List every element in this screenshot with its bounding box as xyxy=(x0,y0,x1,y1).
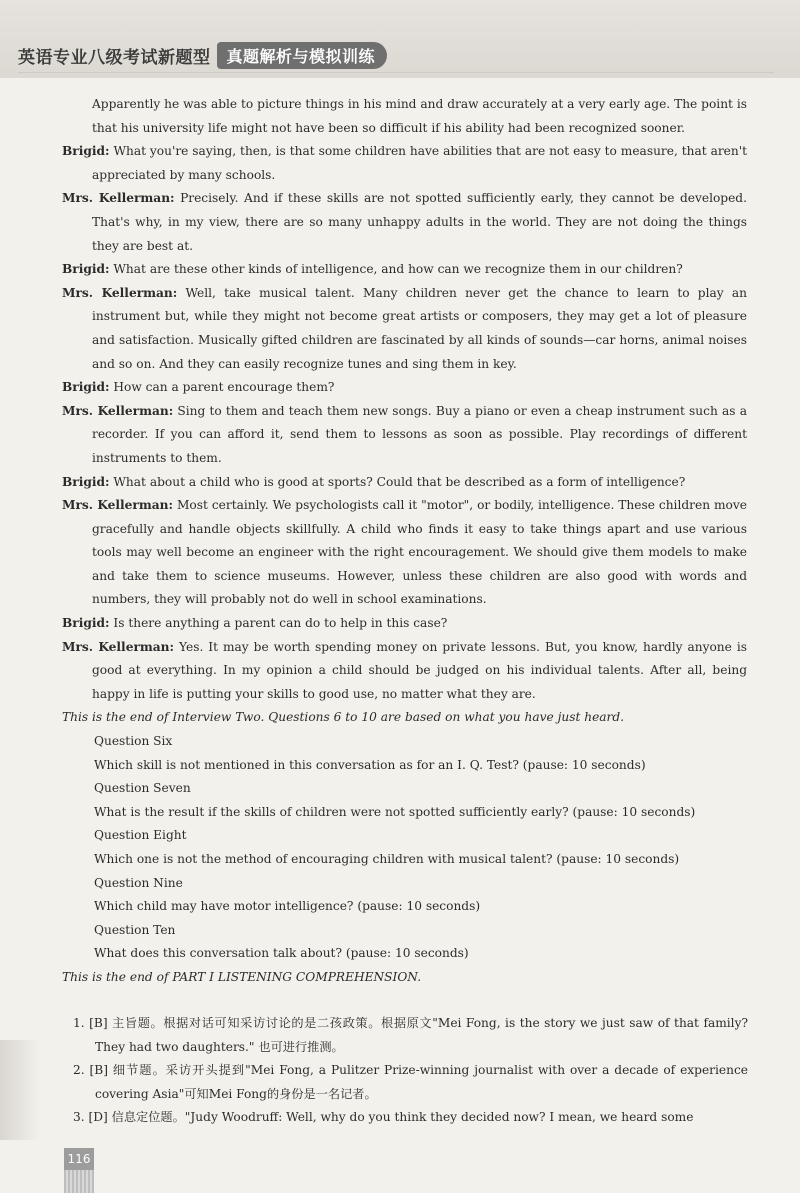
question-label: Question Six xyxy=(94,734,173,749)
header-divider xyxy=(18,72,774,73)
paragraph-text: Precisely. And if these skills are not spotted sufficiently early, they cannot be developed. That's why, in my view, there are so many unhappy adults in the world. They are not doing the things they are best at. xyxy=(92,191,747,253)
answer-number: 2. xyxy=(73,1063,85,1078)
end-of-interview-note: This is the end of Interview Two. Questions 6 to 10 are based on what you have just heard. xyxy=(62,710,625,725)
question-text: What does this conversation talk about? (pause: 10 seconds) xyxy=(94,946,469,961)
book-title xyxy=(18,42,387,68)
speaker-name: Mrs. Kellerman: xyxy=(62,191,175,206)
speaker-name: Brigid: xyxy=(62,262,110,277)
speaker-name: Brigid: xyxy=(62,380,110,395)
answer-item xyxy=(73,1059,748,1106)
question-text: What is the result if the skills of children were not spotted sufficiently early? (pause: 10 seconds) xyxy=(94,804,696,819)
page-edge-shadow xyxy=(0,1040,40,1140)
transcript-paragraph xyxy=(62,376,747,400)
page-number: 116 xyxy=(64,1148,94,1170)
question-text: Which child may have motor intelligence? (pause: 10 seconds) xyxy=(94,899,481,914)
paragraph-text: What you're saying, then, is that some children have abilities that are not easy to measure, that aren't appreciated by many schools. xyxy=(92,144,747,182)
paragraph-text: Sing to them and teach them new songs. Buy a piano or even a cheap instrument such as a recorder. If you can afford it, send them to lessons as soon as possible. Play recordings of different instruments to them. xyxy=(92,403,747,465)
speaker-name: Brigid: xyxy=(62,144,110,159)
paragraph-text: Most certainly. We psychologists call it "motor", or bodily, intelligence. These children move gracefully and handle objects skillfully. A child who finds it easy to take things apart and use various tools may well become an engineer with the right encouragement. We should give them models to make and take them to science museums. However, unless these children are also good with words and numbers, they will probably not do well in school examinations. xyxy=(92,498,747,607)
speaker-name: Mrs. Kellerman: xyxy=(62,403,174,418)
answer-key xyxy=(73,1012,748,1130)
speaker-name: Mrs. Kellerman: xyxy=(62,498,173,513)
paragraph-text: Yes. It may be worth spending money on private lessons. But, you know, hardly anyone is good at everything. In my opinion a child should be judged on his individual talents. After all, being happy in life is putting your skills to good use, no matter what they are. xyxy=(92,639,747,701)
transcript-paragraph xyxy=(62,258,747,282)
transcript-paragraph xyxy=(62,93,747,140)
paragraph-text: What about a child who is good at sports? Could that be described as a form of intelligence? xyxy=(109,474,686,489)
answer-text: [D] 信息定位题。"Judy Woodruff: Well, why do you think they decided now? I mean, we heard some xyxy=(88,1110,694,1125)
question-text: Which one is not the method of encouraging children with musical talent? (pause: 10 seconds) xyxy=(94,852,680,866)
question-text: Which skill is not mentioned in this conversation as for an I. Q. Test? (pause: 10 seconds) xyxy=(94,757,646,772)
paragraph-text: Apparently he was able to picture things in his mind and draw accurately at a very early age. The point is that his university life might not have been so difficult if his ability had been recognized sooner. xyxy=(92,97,747,135)
answer-item xyxy=(73,1106,748,1130)
speaker-name: Mrs. Kellerman: xyxy=(62,639,175,654)
header-bar xyxy=(0,0,800,78)
answer-number: 1. xyxy=(73,1016,85,1030)
question-label: Question Eight xyxy=(94,828,187,843)
page-number-stripe xyxy=(64,1170,94,1193)
transcript-paragraph xyxy=(62,612,747,636)
speaker-name: Brigid: xyxy=(62,474,110,489)
question-label: Question Nine xyxy=(94,875,183,890)
transcript-paragraph xyxy=(62,471,747,495)
end-of-part-note: This is the end of PART I LISTENING COMPREHENSION. xyxy=(62,969,422,984)
transcript-paragraph xyxy=(62,187,747,258)
answer-text: [B] 主旨题。根据对话可知采访讨论的是二孩政策。根据原文"Mei Fong, is the story we just saw of that family? They had two daughters." 也可进行推测。 xyxy=(89,1016,748,1054)
answer-text: [B] 细节题。采访开头提到"Mei Fong, a Pulitzer Prize-winning journalist with over a decade of experience covering Asia"可知Mei Fong的身份是一名记者。 xyxy=(89,1063,748,1101)
book-title-main: 英语专业八级考试新题型 xyxy=(18,47,211,68)
paragraph-text: Well, take musical talent. Many children never get the chance to learn to play an instrument but, while they might not become great artists or composers, they may get a lot of pleasure and satisfaction. Musically gifted children are fascinated by all kinds of sounds—car horns, animal noises and so on. And they can easily recognize tunes and sing them in key. xyxy=(92,285,747,371)
transcript-paragraph xyxy=(62,282,747,376)
speaker-name: Brigid: xyxy=(62,616,110,631)
paragraph-text: How can a parent encourage them? xyxy=(109,380,335,395)
speaker-name: Mrs. Kellerman: xyxy=(62,285,178,300)
transcript-paragraph xyxy=(62,140,747,187)
transcript-body xyxy=(62,93,747,990)
transcript-paragraph xyxy=(62,400,747,471)
book-title-subtitle: 真题解析与模拟训练 xyxy=(217,42,388,69)
transcript-paragraph xyxy=(62,636,747,707)
paragraph-text: Is there anything a parent can do to help in this case? xyxy=(109,616,448,631)
question-label: Question Ten xyxy=(94,922,176,937)
paragraph-text: What are these other kinds of intelligence, and how can we recognize them in our children? xyxy=(109,262,683,277)
answer-number: 3. xyxy=(73,1110,85,1125)
question-label: Question Seven xyxy=(94,781,191,796)
transcript-paragraph xyxy=(62,494,747,612)
answer-item xyxy=(73,1012,748,1059)
